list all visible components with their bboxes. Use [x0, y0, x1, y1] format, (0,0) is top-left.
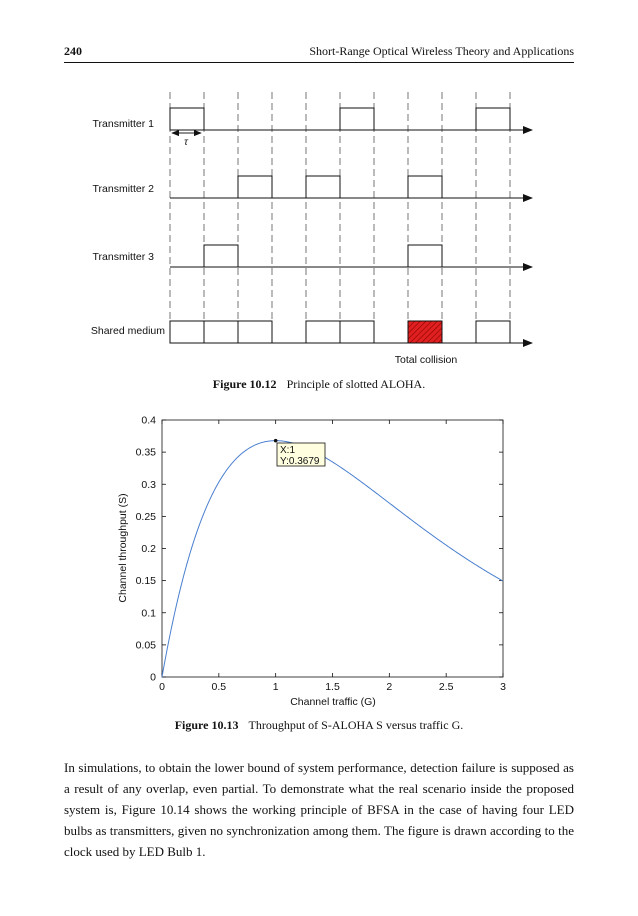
datatip-x: X:1 — [280, 445, 296, 456]
x-tick-label: 0.5 — [211, 681, 227, 693]
row-label-shared-medium: Shared medium — [90, 325, 165, 337]
y-tick-label: 0.4 — [141, 414, 156, 427]
figure-12-number: Figure 10.12 — [212, 377, 277, 391]
y-tick-label: 0.2 — [141, 543, 156, 555]
x-tick-label: 1 — [272, 681, 279, 693]
y-tick-label: 0.25 — [135, 510, 156, 523]
y-tick-label: 0.05 — [135, 639, 156, 652]
x-axis-label: Channel traffic (G) — [290, 696, 376, 708]
figure-13-caption — [0, 718, 638, 733]
y-tick-label: 0.3 — [141, 478, 156, 491]
datatip — [277, 443, 325, 467]
row-label-transmitter-2: Transmitter 2 — [92, 183, 154, 195]
collision-label: Total collision — [394, 354, 458, 366]
x-tick-label: 0 — [159, 681, 165, 693]
y-tick-label: 0.1 — [141, 607, 156, 620]
body-paragraph: In simulations, to obtain the lower bound of system performance, detection failure is supposed as a result of any overlap, even partial. To demonstrate what the real scenario inside the proposed system is, Figure 10.14 shows the working principle of BFSA in the case of having four LED bulbs as transmitters, given no synchronization among them. The figure is drawn according to the clock used by LED Bulb 1. — [64, 760, 574, 859]
y-axis-label: Channel throughput (S) — [117, 493, 129, 603]
x-tick-label: 2 — [386, 681, 393, 693]
figure-13-text: Throughput of S-ALOHA S versus traffic G. — [248, 718, 464, 732]
x-tick-label: 2.5 — [438, 681, 454, 693]
running-title: Short-Range Optical Wireless Theory and Applications — [309, 44, 574, 58]
tau-label: τ — [184, 137, 188, 148]
x-tick-label: 1.5 — [325, 681, 340, 693]
row-label-transmitter-1: Transmitter 1 — [92, 118, 154, 130]
x-tick-label: 3 — [500, 681, 506, 693]
y-tick-label: 0.15 — [135, 575, 156, 588]
page-number: 240 — [64, 44, 82, 58]
figure-13-number: Figure 10.13 — [174, 718, 239, 732]
row-label-transmitter-3: Transmitter 3 — [92, 251, 154, 263]
y-tick-label: 0 — [150, 671, 156, 684]
datatip-y: Y:0.3679 — [280, 456, 320, 467]
peak-marker — [274, 439, 278, 443]
figure-12-text: Principle of slotted ALOHA. — [286, 377, 426, 391]
y-tick-label: 0.35 — [135, 446, 156, 459]
